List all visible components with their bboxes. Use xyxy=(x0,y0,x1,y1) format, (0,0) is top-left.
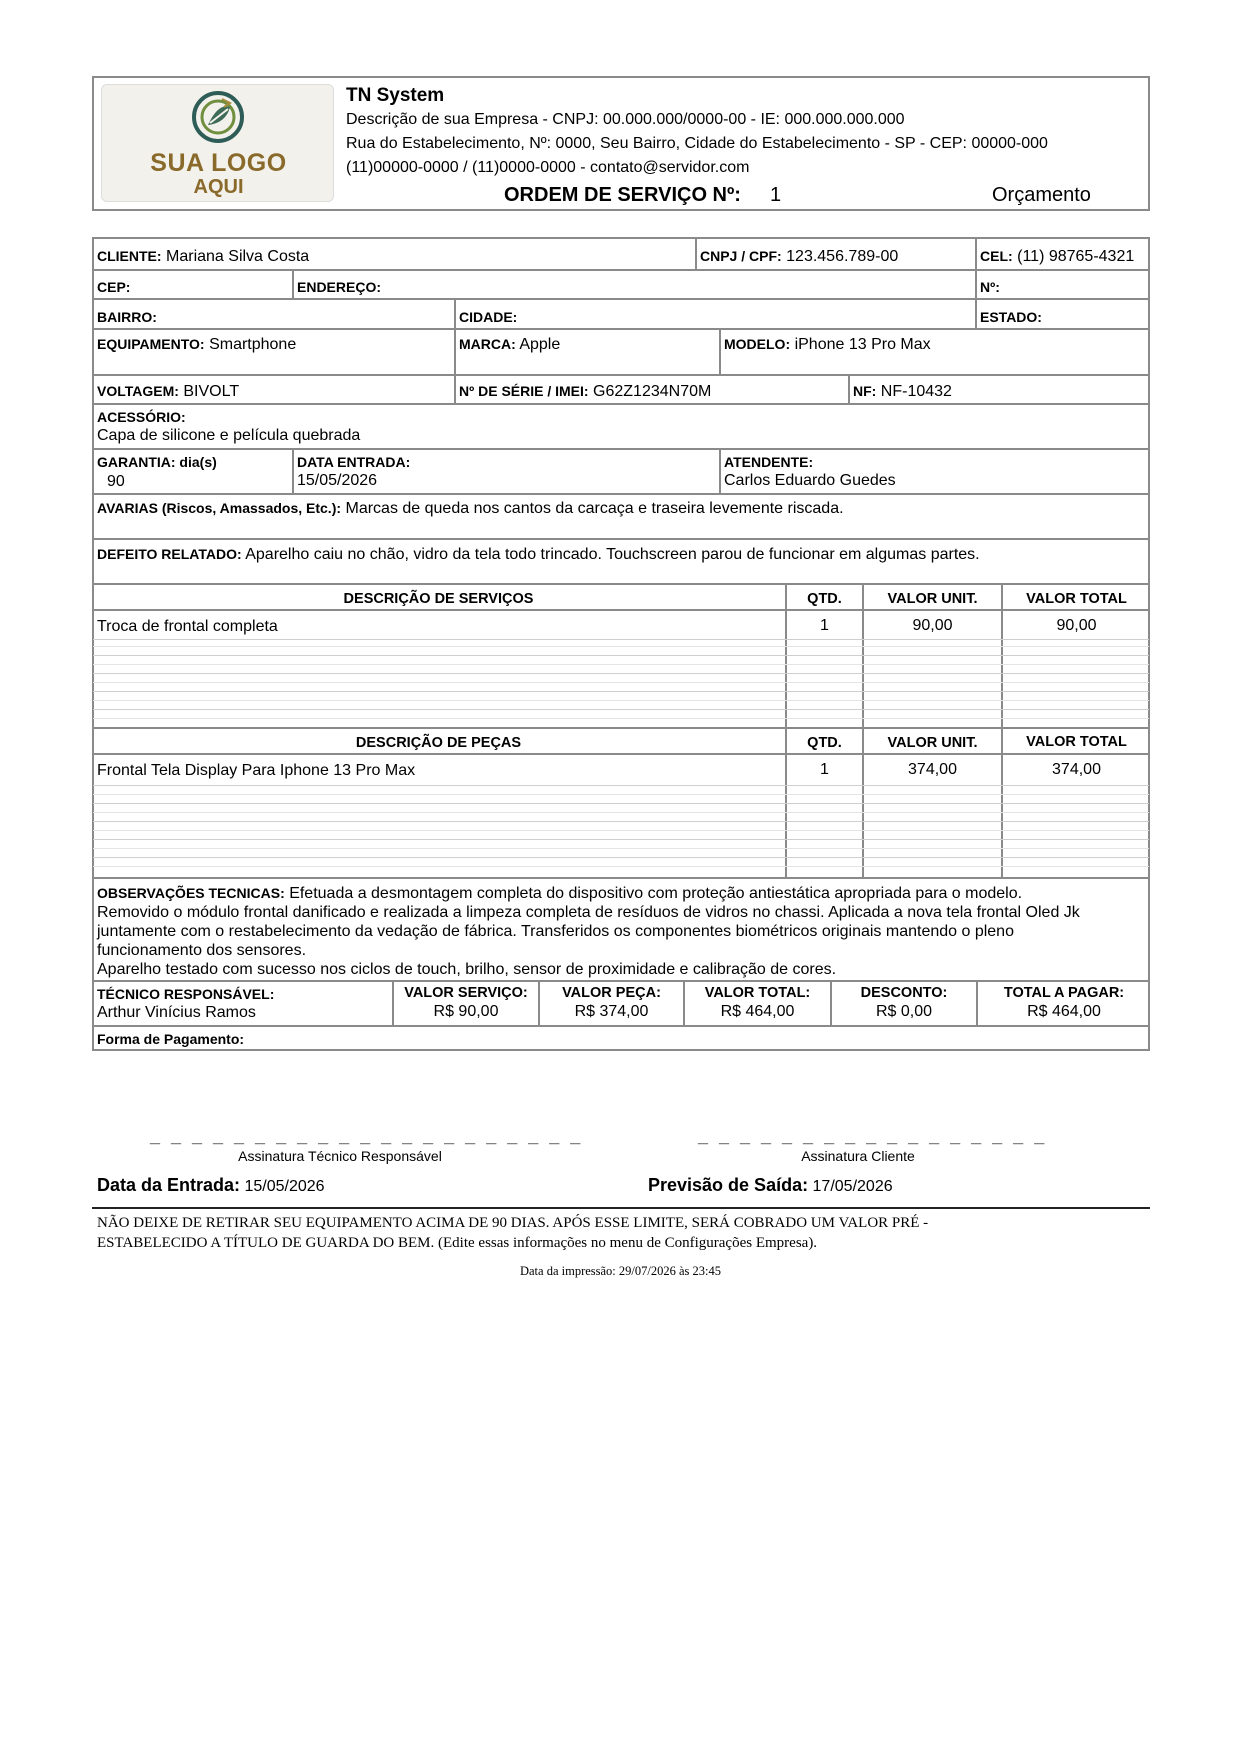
attendant-label: ATENDENTE: xyxy=(724,454,814,470)
exit-date-footer-value: 17/05/2026 xyxy=(812,1178,893,1195)
cel-value: (11) 98765-4321 xyxy=(1017,248,1135,265)
client-signature-line: _ _ _ _ _ _ _ _ _ _ _ _ _ _ _ _ _ xyxy=(698,1126,1048,1146)
exit-date-footer-label: Previsão de Saída: xyxy=(648,1175,809,1195)
voltage-value: BIVOLT xyxy=(183,383,240,400)
storage-notice-line1: NÃO DEIXE DE RETIRAR SEU EQUIPAMENTO ACIMA DE 90 DIAS. APÓS ESSE LIMITE, SERÁ COBRADO UM VALOR PRÉ - xyxy=(97,1215,929,1231)
service-value: R$ 90,00 xyxy=(433,1003,499,1020)
order-number: 1 xyxy=(770,184,782,206)
city-label: CIDADE: xyxy=(459,309,518,325)
part-qty: 1 xyxy=(820,761,829,778)
entry-date-footer-value: 15/05/2026 xyxy=(244,1178,325,1195)
client-label: CLIENTE: xyxy=(97,248,162,264)
observations-line3: juntamente com o restabelecimento da vedação de fábrica. Transferidos os componentes biométricos originais mantendo o pleno xyxy=(97,923,1014,940)
equipment-label: EQUIPAMENTO: xyxy=(97,336,205,352)
company-address: Rua do Estabelecimento, Nº: 0000, Seu Bairro, Cidade do Estabelecimento - SP - CEP: 00000-000 xyxy=(346,135,1048,152)
cel-field xyxy=(980,247,1134,266)
storage-notice-line2: ESTABELECIDO A TÍTULO DE GUARDA DO BEM. (Edite essas informações no menu de Configurações Empresa). xyxy=(97,1235,818,1251)
total-value: R$ 464,00 xyxy=(720,1003,795,1020)
logo-text-line2: AQUI xyxy=(193,176,244,198)
equipment-field xyxy=(97,335,296,354)
serial-label: Nº DE SÉRIE / IMEI: xyxy=(459,383,589,399)
model-label: MODELO: xyxy=(724,336,791,352)
accessory-label: ACESSÓRIO: xyxy=(97,409,186,425)
technician-signature-label: Assinatura Técnico Responsável xyxy=(238,1148,442,1164)
observations-line2: Removido o módulo frontal danificado e realizada a limpeza completa de resíduos de vidros no chassi. Aplicada a nova tela frontal Oled Jk xyxy=(97,904,1080,921)
parts-header-qty: QTD. xyxy=(807,735,842,751)
service-total-value: 90,00 xyxy=(1056,617,1097,634)
exit-date-footer xyxy=(648,1176,893,1196)
cel-label: CEL: xyxy=(980,248,1013,264)
part-unit-value: 374,00 xyxy=(908,761,957,778)
order-label: ORDEM DE SERVIÇO Nº: xyxy=(504,184,741,206)
nf-field xyxy=(853,382,952,401)
leaf-emblem-icon xyxy=(190,89,246,145)
voltage-label: VOLTAGEM: xyxy=(97,383,179,399)
model-value: iPhone 13 Pro Max xyxy=(794,336,931,353)
defect-value: Aparelho caiu no chão, vidro da tela todo trincado. Touchscreen parou de funcionar em algumas partes. xyxy=(245,546,980,563)
state-label: ESTADO: xyxy=(980,309,1042,325)
parts-value: R$ 374,00 xyxy=(574,1003,649,1020)
cpf-field xyxy=(700,247,898,266)
observations-label: OBSERVAÇÕES TECNICAS: xyxy=(97,885,285,901)
observations-line1: Efetuada a desmontagem completa do dispositivo com proteção antiestática apropriada para o modelo. xyxy=(289,885,1023,902)
damage-value: Marcas de queda nos cantos da carcaça e traseira levemente riscada. xyxy=(345,500,844,517)
service-value-label: VALOR SERVIÇO: xyxy=(404,985,528,1001)
entry-date-value: 15/05/2026 xyxy=(297,472,378,489)
defect-field xyxy=(97,545,980,564)
company-description: Descrição de sua Empresa - CNPJ: 00.000.000/0000-00 - IE: 000.000.000.000 xyxy=(346,111,905,128)
model-field xyxy=(724,335,931,354)
district-label: BAIRRO: xyxy=(97,309,157,325)
technician-name: Arthur Vinícius Ramos xyxy=(97,1004,256,1021)
company-contact: (11)00000-0000 / (11)0000-0000 - contato@servidor.com xyxy=(346,159,750,176)
observations-field xyxy=(97,884,1022,903)
accessory-value: Capa de silicone e película quebrada xyxy=(97,427,361,444)
service-qty: 1 xyxy=(820,617,829,634)
damage-label: AVARIAS (Riscos, Amassados, Etc.): xyxy=(97,500,342,516)
entry-date-label: DATA ENTRADA: xyxy=(297,454,411,470)
technician-signature-line: _ _ _ _ _ _ _ _ _ _ _ _ _ _ _ _ _ _ _ _ _ xyxy=(150,1126,584,1146)
client-signature-label: Assinatura Cliente xyxy=(801,1148,915,1164)
parts-header-unit: VALOR UNIT. xyxy=(887,735,978,751)
parts-header-description: DESCRIÇÃO DE PEÇAS xyxy=(355,735,522,751)
entry-date-footer-label: Data da Entrada: xyxy=(97,1175,241,1195)
company-logo xyxy=(101,84,334,202)
order-type: Orçamento xyxy=(992,184,1091,206)
brand-field xyxy=(459,335,560,354)
technician-label: TÉCNICO RESPONSÁVEL: xyxy=(97,986,275,1002)
address-label: ENDEREÇO: xyxy=(297,279,382,295)
total-value-label: VALOR TOTAL: xyxy=(704,985,811,1001)
footer-divider xyxy=(92,1207,1150,1209)
total-to-pay-value: R$ 464,00 xyxy=(1027,1003,1101,1020)
company-name: TN System xyxy=(346,85,445,106)
part-description: Frontal Tela Display Para Iphone 13 Pro Max xyxy=(97,762,416,779)
defect-label: DEFEITO RELATADO: xyxy=(97,546,242,562)
entry-date-footer xyxy=(97,1176,325,1196)
total-to-pay-label: TOTAL A PAGAR: xyxy=(1003,985,1125,1001)
warranty-label: GARANTIA: dia(s) xyxy=(97,454,217,470)
discount-label: DESCONTO: xyxy=(860,985,948,1001)
warranty-value: 90 xyxy=(107,473,125,490)
services-header-unit: VALOR UNIT. xyxy=(887,591,978,607)
services-header-qty: QTD. xyxy=(807,591,842,607)
cpf-value: 123.456.789-00 xyxy=(786,248,899,265)
logo-text-line1: SUA LOGO xyxy=(150,149,287,177)
observations-line4: funcionamento dos sensores. xyxy=(97,942,307,959)
cep-label: CEP: xyxy=(97,279,131,295)
parts-value-label: VALOR PEÇA: xyxy=(562,985,661,1001)
brand-label: MARCA: xyxy=(459,336,516,352)
service-description: Troca de frontal completa xyxy=(97,618,278,635)
voltage-field xyxy=(97,382,239,401)
print-date: Data da impressão: 29/07/2026 às 23:45 xyxy=(519,1264,721,1278)
brand-value: Apple xyxy=(519,336,561,353)
payment-method-label: Forma de Pagamento: xyxy=(97,1031,245,1047)
service-unit-value: 90,00 xyxy=(912,617,953,634)
parts-header-total: VALOR TOTAL xyxy=(1026,734,1127,750)
damage-field xyxy=(97,499,844,518)
client-field xyxy=(97,247,309,266)
services-header-total: VALOR TOTAL xyxy=(1026,591,1127,607)
client-name: Mariana Silva Costa xyxy=(166,248,310,265)
nf-value: NF-10432 xyxy=(880,383,952,400)
part-total-value: 374,00 xyxy=(1052,761,1101,778)
discount-value: R$ 0,00 xyxy=(875,1003,933,1020)
cpf-label: CNPJ / CPF: xyxy=(700,248,782,264)
serial-value: G62Z1234N70M xyxy=(593,383,712,400)
address-number-label: Nº: xyxy=(980,279,1000,295)
attendant-value: Carlos Eduardo Guedes xyxy=(724,472,896,489)
nf-label: NF: xyxy=(853,383,877,399)
equipment-value: Smartphone xyxy=(209,336,297,353)
services-header-description: DESCRIÇÃO DE SERVIÇOS xyxy=(343,591,534,607)
observations-line5: Aparelho testado com sucesso nos ciclos de touch, brilho, sensor de proximidade e calibração de cores. xyxy=(97,961,837,978)
serial-field xyxy=(459,382,711,401)
